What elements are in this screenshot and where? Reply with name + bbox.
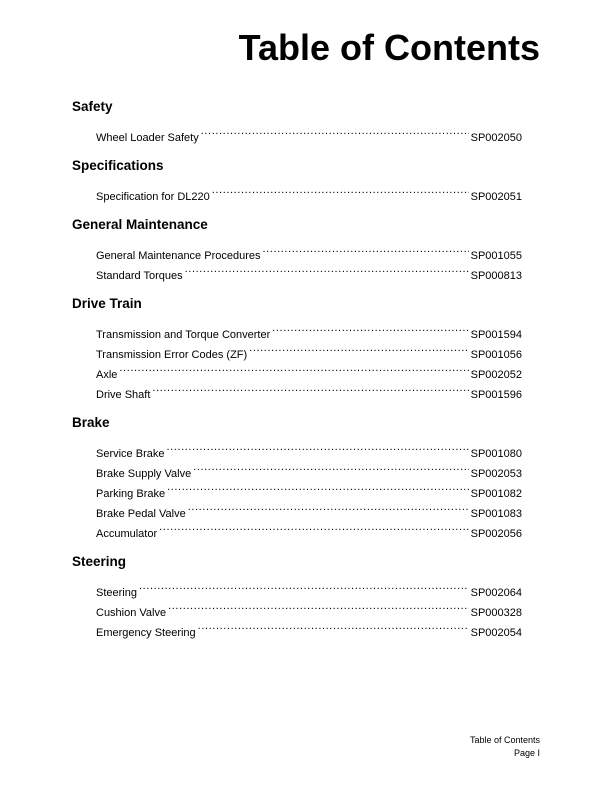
toc-entry[interactable] xyxy=(96,180,522,203)
toc-entry-code: SP001080 xyxy=(470,448,522,460)
dot-leader xyxy=(212,180,469,200)
toc-section-drive-train xyxy=(72,294,522,401)
page-title: Table of Contents xyxy=(238,27,540,68)
section-heading: Drive Train xyxy=(72,296,142,311)
toc-entry-title: Specification for DL220 xyxy=(96,191,210,203)
toc-entry[interactable] xyxy=(96,239,522,262)
toc-entry-title: Emergency Steering xyxy=(96,627,196,639)
toc-entry-code: SP002051 xyxy=(470,191,522,203)
toc-entry-code: SP002056 xyxy=(470,528,522,540)
section-heading: General Maintenance xyxy=(72,217,208,232)
dot-leader xyxy=(185,259,469,279)
toc-entry[interactable] xyxy=(96,121,522,144)
dot-leader xyxy=(272,318,468,338)
dot-leader xyxy=(167,477,469,497)
toc-section-specifications xyxy=(72,156,522,203)
toc-entry-title: Service Brake xyxy=(96,448,165,460)
dot-leader xyxy=(159,517,468,537)
dot-leader xyxy=(152,378,468,398)
dot-leader xyxy=(193,457,468,477)
section-heading: Safety xyxy=(72,99,113,114)
toc-entry[interactable] xyxy=(96,378,522,401)
dot-leader xyxy=(249,338,468,358)
toc-entry-title: Brake Supply Valve xyxy=(96,468,192,480)
toc-entry-code: SP002050 xyxy=(470,132,522,144)
toc-section-steering xyxy=(72,552,522,639)
toc-entry-code: SP002052 xyxy=(470,369,522,381)
section-heading: Steering xyxy=(72,554,127,569)
dot-leader xyxy=(119,358,468,378)
dot-leader xyxy=(198,616,469,636)
toc-entry-code: SP001055 xyxy=(470,250,522,262)
toc-entry-code: SP000813 xyxy=(470,270,522,282)
toc-entry[interactable] xyxy=(96,596,522,619)
toc-section-brake xyxy=(72,413,522,540)
toc-entry-title: Brake Pedal Valve xyxy=(96,508,186,520)
toc-entry-code: SP001596 xyxy=(470,389,522,401)
dot-leader xyxy=(188,497,469,517)
toc-entry-title: Transmission Error Codes (ZF) xyxy=(96,349,248,361)
toc-entry-title: Parking Brake xyxy=(96,488,166,500)
dot-leader xyxy=(166,437,468,457)
dot-leader xyxy=(262,239,468,259)
dot-leader xyxy=(201,121,469,141)
toc-entry[interactable] xyxy=(96,576,522,599)
section-heading: Brake xyxy=(72,415,110,430)
dot-leader xyxy=(168,596,468,616)
toc-entry-title: Steering xyxy=(96,587,137,599)
toc-entry-code: SP001594 xyxy=(470,329,522,341)
footer-page-number: Page I xyxy=(513,748,540,758)
toc-entry-title: Axle xyxy=(96,369,118,381)
toc-section-general-maintenance xyxy=(72,215,522,282)
toc-section-safety xyxy=(72,97,522,144)
page-footer xyxy=(470,734,540,760)
toc-entry-title: Accumulator xyxy=(96,528,158,540)
toc-entry-title: Drive Shaft xyxy=(96,389,151,401)
toc-entry-code: SP001056 xyxy=(470,349,522,361)
footer-section-name: Table of Contents xyxy=(469,735,540,745)
toc-entry-code: SP001083 xyxy=(470,508,522,520)
dot-leader xyxy=(139,576,469,596)
toc-entry-code: SP000328 xyxy=(470,607,522,619)
toc-entry-title: Standard Torques xyxy=(96,270,183,282)
toc-entry-title: Wheel Loader Safety xyxy=(96,132,199,144)
table-of-contents xyxy=(72,97,522,651)
toc-entry[interactable] xyxy=(96,517,522,540)
toc-entry-title: Transmission and Torque Converter xyxy=(96,329,271,341)
toc-entry-code: SP002064 xyxy=(470,587,522,599)
toc-entry-title: General Maintenance Procedures xyxy=(96,250,261,262)
section-heading: Specifications xyxy=(72,158,164,173)
toc-entry[interactable] xyxy=(96,318,522,341)
toc-entry-title: Cushion Valve xyxy=(96,607,167,619)
toc-entry[interactable] xyxy=(96,358,522,381)
toc-entry-code: SP002053 xyxy=(470,468,522,480)
toc-entry[interactable] xyxy=(96,437,522,460)
toc-entry-code: SP001082 xyxy=(470,488,522,500)
toc-entry-code: SP002054 xyxy=(470,627,522,639)
